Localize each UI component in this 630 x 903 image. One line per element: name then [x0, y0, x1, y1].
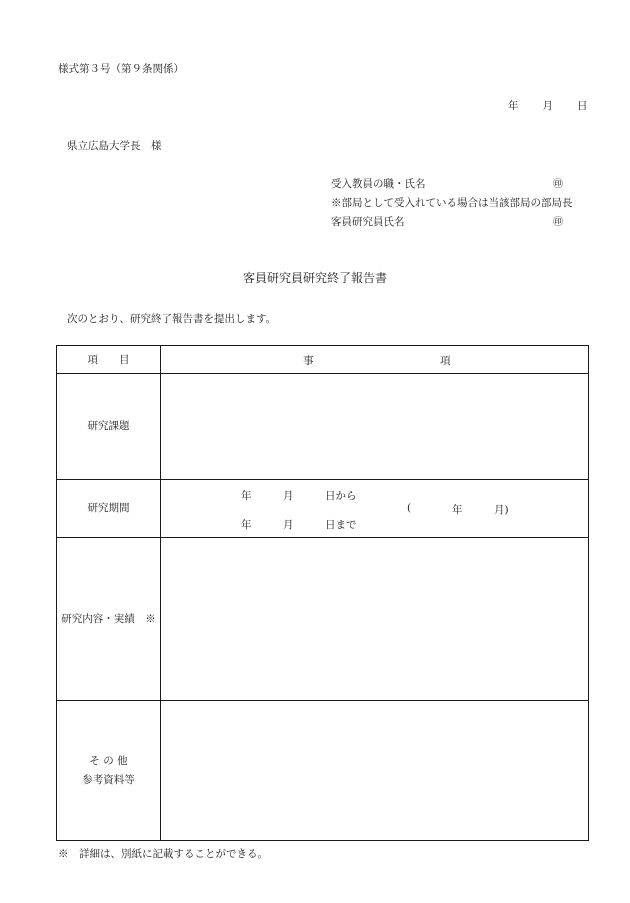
duration-month: 月)	[494, 504, 509, 516]
row-research-period	[57, 480, 589, 538]
addressee: 県立広島大学長 様	[67, 140, 162, 152]
row-research-content	[57, 538, 589, 701]
report-table	[56, 345, 589, 841]
host-block	[331, 175, 573, 232]
researcher-name-label: 客員研究員氏名	[331, 216, 405, 228]
document-title: 客員研究員研究終了報告書	[242, 271, 387, 285]
item-header: 項 目	[57, 346, 161, 374]
period-from-day: 日から	[325, 490, 357, 502]
row-research-subject	[57, 374, 589, 480]
period-from-month: 月	[283, 490, 294, 502]
row-other-materials	[57, 701, 589, 841]
date-line	[508, 98, 588, 113]
research-content-value[interactable]	[161, 538, 589, 701]
intro-text: 次のとおり、研究終了報告書を提出します。	[67, 313, 277, 325]
matter-header-right: 項	[440, 355, 451, 367]
other-label-line1: そ の 他	[89, 754, 128, 767]
other-label-line2: 参考資料等	[82, 773, 135, 786]
research-content-label: 研究内容・実績 ※	[57, 538, 161, 701]
table-header-row	[57, 346, 589, 374]
footnote: ※ 詳細は、別紙に記載することができる。	[58, 848, 268, 860]
research-period-label: 研究期間	[57, 480, 161, 538]
form-number: 様式第３号（第９条関係）	[58, 63, 184, 75]
research-subject-value[interactable]	[161, 374, 589, 480]
duration-year: 年	[452, 504, 463, 516]
research-subject-label: 研究課題	[57, 374, 161, 480]
seal-mark: ㊞	[553, 179, 563, 190]
period-to-month: 月	[283, 519, 294, 531]
period-to-day: 日まで	[325, 519, 357, 531]
other-materials-value[interactable]	[161, 701, 589, 841]
period-from-year: 年	[241, 490, 252, 502]
date-year: 年	[508, 100, 519, 112]
date-day: 日	[577, 100, 588, 112]
duration-open: (	[407, 502, 412, 514]
date-month: 月	[542, 100, 553, 112]
host-department-note: ※部局として受入れている場合は当該部局の部局長	[331, 197, 573, 209]
host-faculty-label: 受入教員の職・氏名	[331, 178, 426, 190]
seal-mark: ㊞	[553, 217, 563, 228]
matter-header	[161, 346, 589, 374]
research-period-value[interactable]	[161, 480, 589, 538]
period-to-year: 年	[241, 519, 252, 531]
other-materials-label	[57, 701, 161, 841]
matter-header-left: 事	[303, 355, 314, 367]
